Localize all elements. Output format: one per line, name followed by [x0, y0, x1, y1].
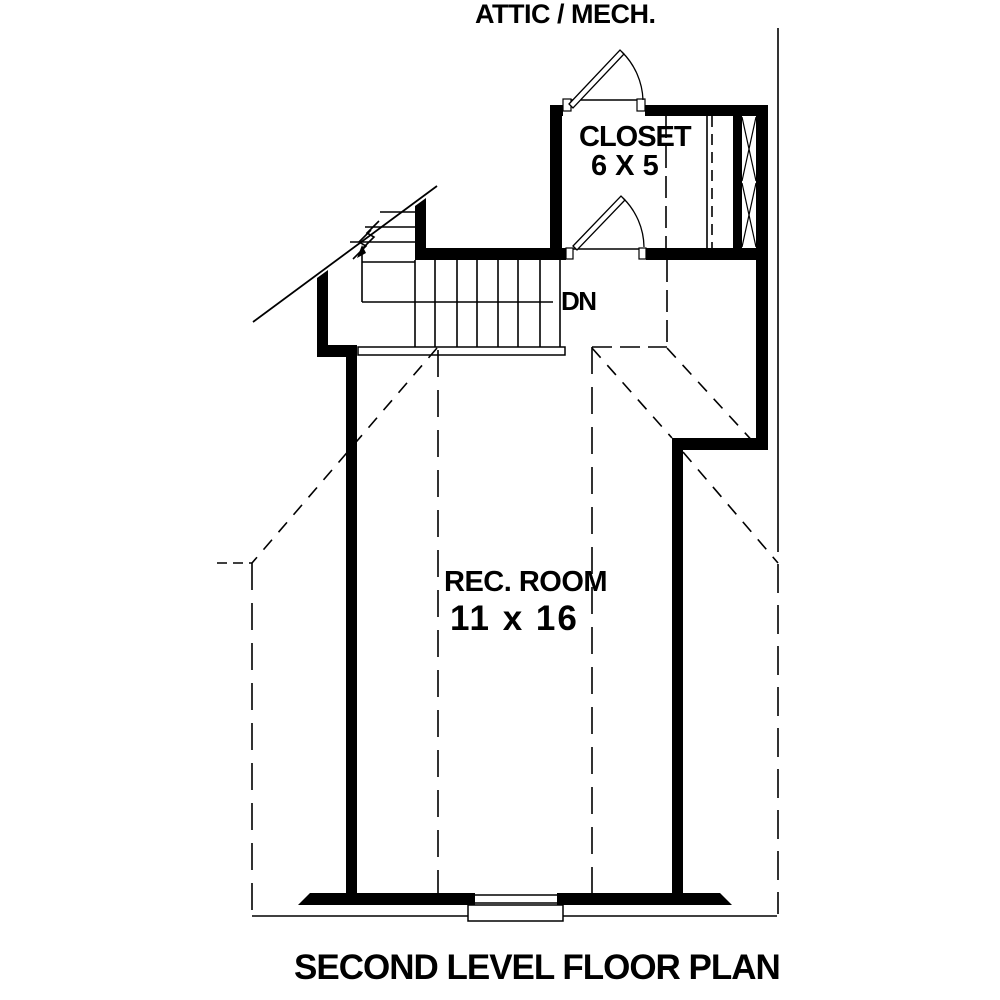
roof-slope-dashed-right-2: [667, 348, 757, 446]
stair-landing-edge: [358, 347, 565, 355]
rec-room-label: REC. ROOM: [444, 566, 608, 598]
stair-southwest-wall: [317, 345, 357, 357]
roof-slope-dashed-left: [252, 348, 437, 563]
roof-slope-dashed-right-1: [592, 348, 672, 438]
walls: [298, 105, 768, 905]
attic-label: ATTIC / MECH.: [475, 0, 656, 29]
attic-door-jamb-right: [637, 99, 645, 111]
east-step-wall: [672, 438, 768, 450]
stair-treads: [415, 260, 560, 347]
roof-slope-dashed-right-3: [683, 452, 778, 563]
attic-door-swing-arc: [622, 52, 643, 100]
closet-west-wall: [550, 105, 562, 260]
stair-west-wall: [317, 270, 328, 346]
closet-door-jamb-left: [566, 248, 573, 259]
ceiling-break-lines: [217, 116, 778, 914]
south-wall-right: [557, 893, 732, 905]
rec-room-dimensions: 11 x 16: [450, 599, 579, 638]
closet-south-wall: [646, 248, 768, 260]
stairwell-north-wall: [415, 248, 566, 260]
closet-door-swing-arc: [623, 198, 644, 247]
closet-label: CLOSET: [579, 121, 691, 153]
thin-lines: [253, 28, 778, 903]
closet-dimensions: 6 X 5: [591, 150, 659, 182]
break-line-zigzag: [361, 221, 379, 250]
stair-upper-wall: [415, 198, 426, 260]
rec-room-west-wall: [346, 357, 357, 893]
stair-upper-treads: [350, 212, 415, 242]
window-sill: [468, 905, 563, 921]
stairs-direction-label: DN: [561, 286, 596, 316]
closet-north-wall-right: [645, 105, 768, 116]
plan-title: SECOND LEVEL FLOOR PLAN: [294, 948, 780, 987]
rec-room-east-wall: [672, 450, 683, 893]
east-upper-wall: [756, 105, 768, 450]
chimney-inner-wall: [733, 116, 742, 248]
chimney-x-bracing: [742, 117, 756, 247]
closet-door-jamb-right: [639, 248, 646, 259]
south-wall-left: [298, 893, 475, 905]
closet-door-leaf: [573, 196, 625, 250]
